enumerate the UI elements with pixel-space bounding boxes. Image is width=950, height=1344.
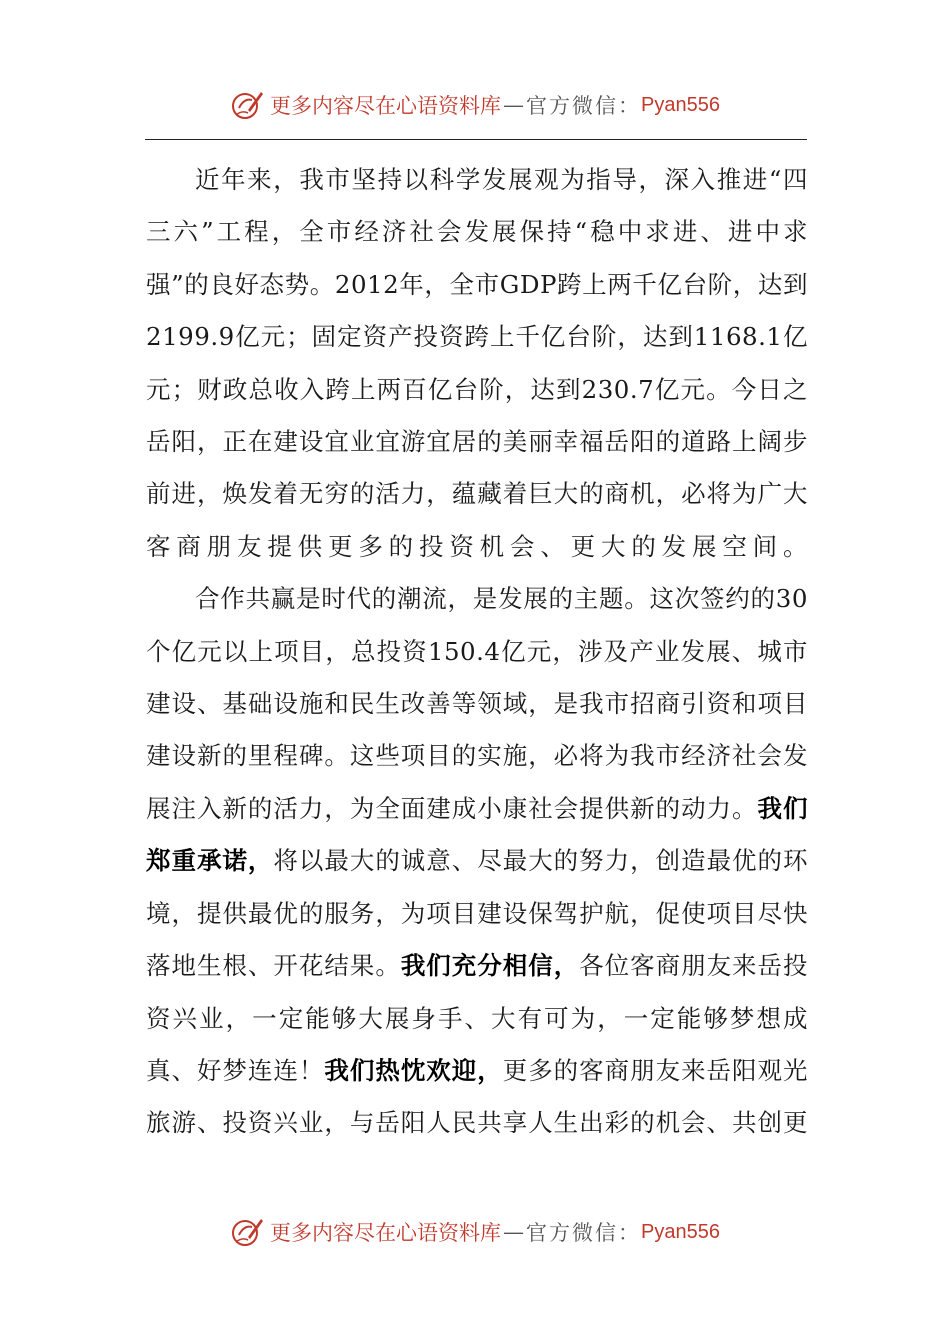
paragraph-2-text-c: 将以最大的诚意、尽最大的努力，创造最优的环境，提供最优的服务，为项目建设保驾护航，促使项目尽快落地生根、开花结果。 [146,846,809,981]
paragraph-2-text-g: 更多的客商朋友来岳阳观光旅游、投资兴业，与岳阳人民共享人生出彩的机会、共创更 [146,1055,808,1138]
paragraph-2-text-a: 合作共赢是时代的潮流，是发展的主题。这次签约的30个亿元以上项目，总投资150.4亿元，涉及产业发展、城市建设、基础设施和民生改善等领域，是我市招商引资和项目建设新的里程碑。这些项目的实施，必将为我市经济社会发展注入新的活力，为全面建成小康社会提供新的动力。 [146,584,808,823]
header-site-text: 更多内容尽在心语资料库 [270,94,502,118]
emphasis-promise: 我们郑重承诺， [146,793,809,876]
paragraph-2 [146,573,808,1149]
pen-circle-icon [230,88,264,122]
footer-site-text: 更多内容尽在心语资料库 [270,1221,502,1245]
footer-wechat-id: Pyan556 [641,1220,720,1243]
header-rule [145,139,807,140]
footer-wechat-label: 官方微信： [526,1221,642,1245]
header-separator: — [503,93,525,117]
footer-separator: — [503,1220,525,1244]
header-banner [0,83,950,127]
pen-circle-icon [230,1215,264,1249]
document-body [146,154,808,1150]
emphasis-welcome: 我们热忱欢迎， [324,1055,503,1085]
header-wechat-id: Pyan556 [641,93,720,116]
paragraph-1: 近年来，我市坚持以科学发展观为指导，深入推进“四三六”工程，全市经济社会发展保持“稳中求进、进中求强”的良好态势。2012年，全市GDP跨上两千亿台阶，达到2199.9亿元；固定资产投资跨上千亿台阶，达到1168.1亿元；财政总收入跨上两百亿台阶，达到230.7亿元。今日之岳阳，正在建设宜业宜游宜居的美丽幸福岳阳的道路上阔步前进，焕发着无穷的活力，蕴藏着巨大的商机，必将为广大客商朋友提供更多的投资机会、更大的发展空间。 [146,165,808,561]
emphasis-belief: 我们充分相信， [400,951,580,981]
paragraph-2-text-e: 各位客商朋友来岳投资兴业，一定能够大展身手、大有可为，一定能够梦想成真、好梦连连！ [146,951,809,1085]
footer-banner [0,1210,950,1254]
header-wechat-label: 官方微信： [526,94,642,118]
